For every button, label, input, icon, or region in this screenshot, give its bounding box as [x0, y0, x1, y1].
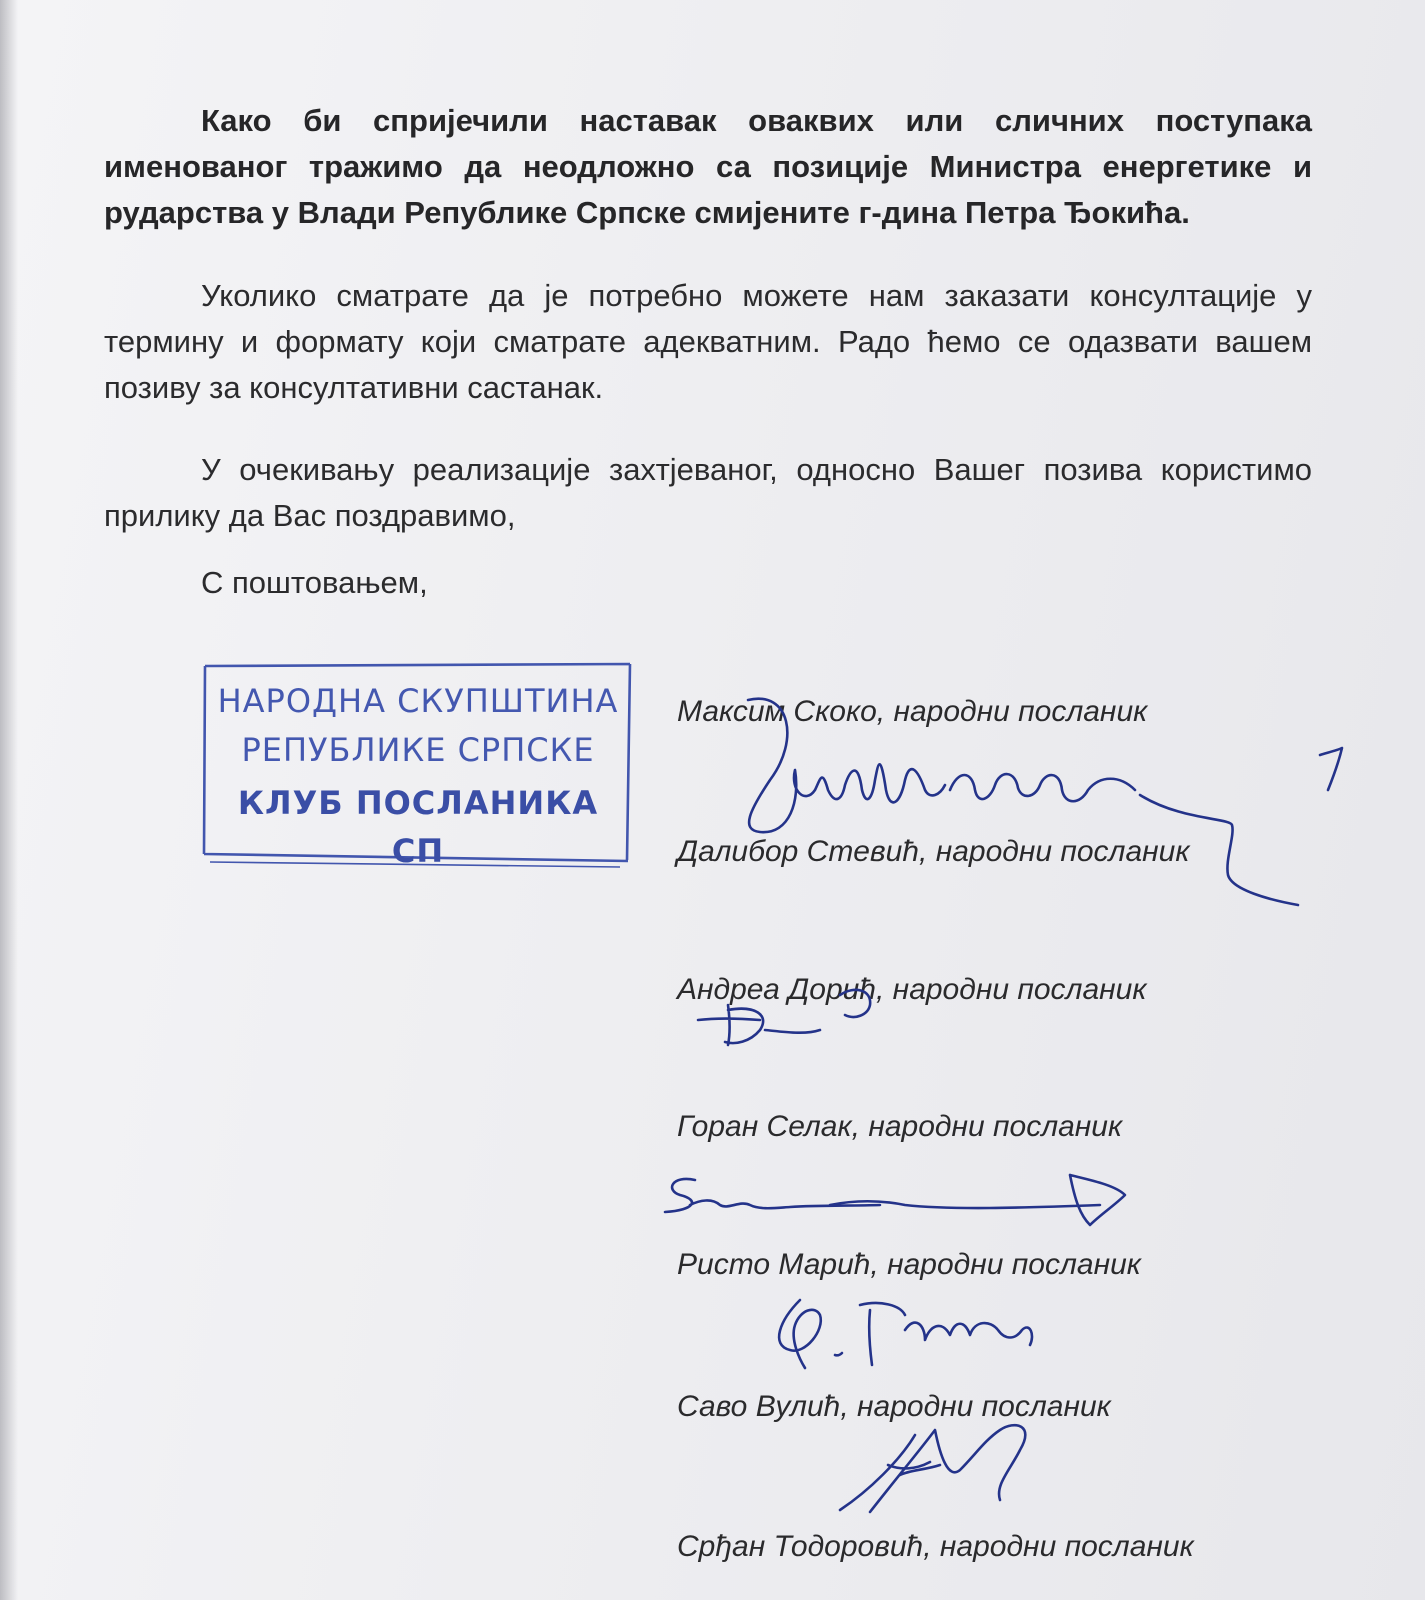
- club-stamp: [202, 660, 634, 875]
- signature-vulic: [840, 1425, 1025, 1512]
- stamp-line-republic: РЕПУБЛИКЕ СРПСКЕ: [241, 731, 595, 769]
- stamp-line-assembly: НАРОДНА СКУПШТИНА: [217, 682, 619, 720]
- signatory-skoko: Максим Скоко, народни посланик: [677, 695, 1148, 728]
- stamp-line-party: СП: [391, 832, 445, 870]
- paragraph-expectation: У очекивању реализације захтјеваног, односно Вашег позива користимо прилику да Вас поздравимо,: [104, 452, 1312, 533]
- signatory-maric: Ристо Марић, народни посланик: [677, 1248, 1141, 1281]
- paragraph-demand: Како би спријечили наставак оваквих или сличних поступака именованог тражимо да неодложно са позиције Министра енергетике и рударства у Влади Републике Српске смијените г-дина Петра Ђокића.: [104, 103, 1312, 230]
- stamp-line-club: КЛУБ ПОСЛАНИКА: [237, 784, 599, 822]
- page-edge-shadow: [0, 0, 18, 1600]
- signatory-doric: Андреа Дорић, народни посланик: [677, 973, 1147, 1006]
- signatory-vulic: Саво Вулић, народни посланик: [677, 1390, 1111, 1423]
- signatory-selak: Горан Селак, народни посланик: [677, 1110, 1123, 1143]
- signature-selak: [665, 1175, 1125, 1225]
- signature-maric: [779, 1300, 1032, 1368]
- paragraph-consultation: Уколико сматрате да је потребно можете нам заказати консултације у термину и формату који сматрате адекватним. Радо ћемо се одазвати вашем позиву за консултативни састанак.: [104, 278, 1312, 405]
- closing-salutation: С поштовањем,: [201, 565, 428, 600]
- signatory-stevic: Далибор Стевић, народни посланик: [677, 835, 1190, 868]
- signature-skoko: [748, 699, 1342, 905]
- signatory-todorovic: Срђан Тодоровић, народни посланик: [677, 1530, 1194, 1563]
